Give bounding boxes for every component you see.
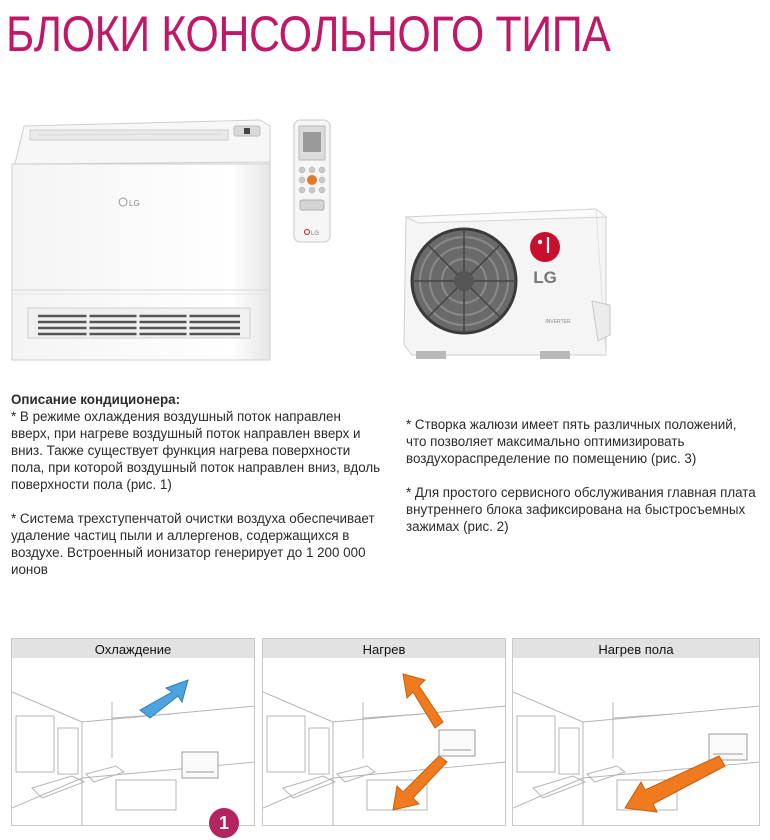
mode-panel-floor-heating xyxy=(512,658,760,826)
mode-header-heating: Нагрев xyxy=(262,638,506,659)
mode-header-cooling: Охлаждение xyxy=(11,638,255,659)
description-heading: Описание кондиционера: xyxy=(11,392,181,407)
room-illustration xyxy=(12,658,255,826)
description-paragraph: * Для простого сервисного обслуживания главная плата внутреннего блока зафиксирована на быстросъемных зажимах (рис. 2) xyxy=(406,485,756,534)
description-paragraph: * Система трехступенчатой очистки воздуха обеспечивает удаление частиц пыли и аллергенов, содержащихся в воздухе. Встроенный ионизатор генерирует до 1 200 000 ионов xyxy=(11,511,375,577)
outdoor-lg-logo: LG xyxy=(533,268,557,287)
remote-control-image xyxy=(292,118,334,246)
mode-panel-heating xyxy=(262,658,506,826)
airflow-arrow-down xyxy=(625,756,725,812)
airflow-arrow-down xyxy=(393,756,447,810)
room-illustration xyxy=(513,658,760,826)
airflow-arrow-up xyxy=(403,674,443,728)
remote-lg-logo: LG xyxy=(311,231,320,237)
outdoor-unit-image xyxy=(402,205,612,365)
inverter-label: INVERTER xyxy=(545,319,571,325)
figure-number-badge: 1 xyxy=(209,808,239,838)
room-illustration xyxy=(263,658,506,826)
description-right xyxy=(406,416,758,552)
description-paragraph: * Створка жалюзи имеет пять различных положений, что позволяет максимально оптимизировать воздухораспределение по помещению (рис. 3) xyxy=(406,417,737,466)
page-title: БЛОКИ КОНСОЛЬНОГО ТИПА xyxy=(6,6,611,62)
indoor-lg-logo: LG xyxy=(129,199,140,208)
description-paragraph: * В режиме охлаждения воздушный поток направлен вверх, при нагреве воздушный поток направлен вверх и вниз. Также существует функция нагрева поверхности пола, при которой воздушный поток направлен вниз, вдоль поверхности пола (рис. 1) xyxy=(11,409,381,492)
mode-panel-cooling xyxy=(11,658,255,826)
mode-header-floor-heating: Нагрев пола xyxy=(512,638,760,659)
description-left xyxy=(11,391,383,595)
indoor-unit-image xyxy=(8,112,274,364)
airflow-arrow-up xyxy=(140,680,188,718)
